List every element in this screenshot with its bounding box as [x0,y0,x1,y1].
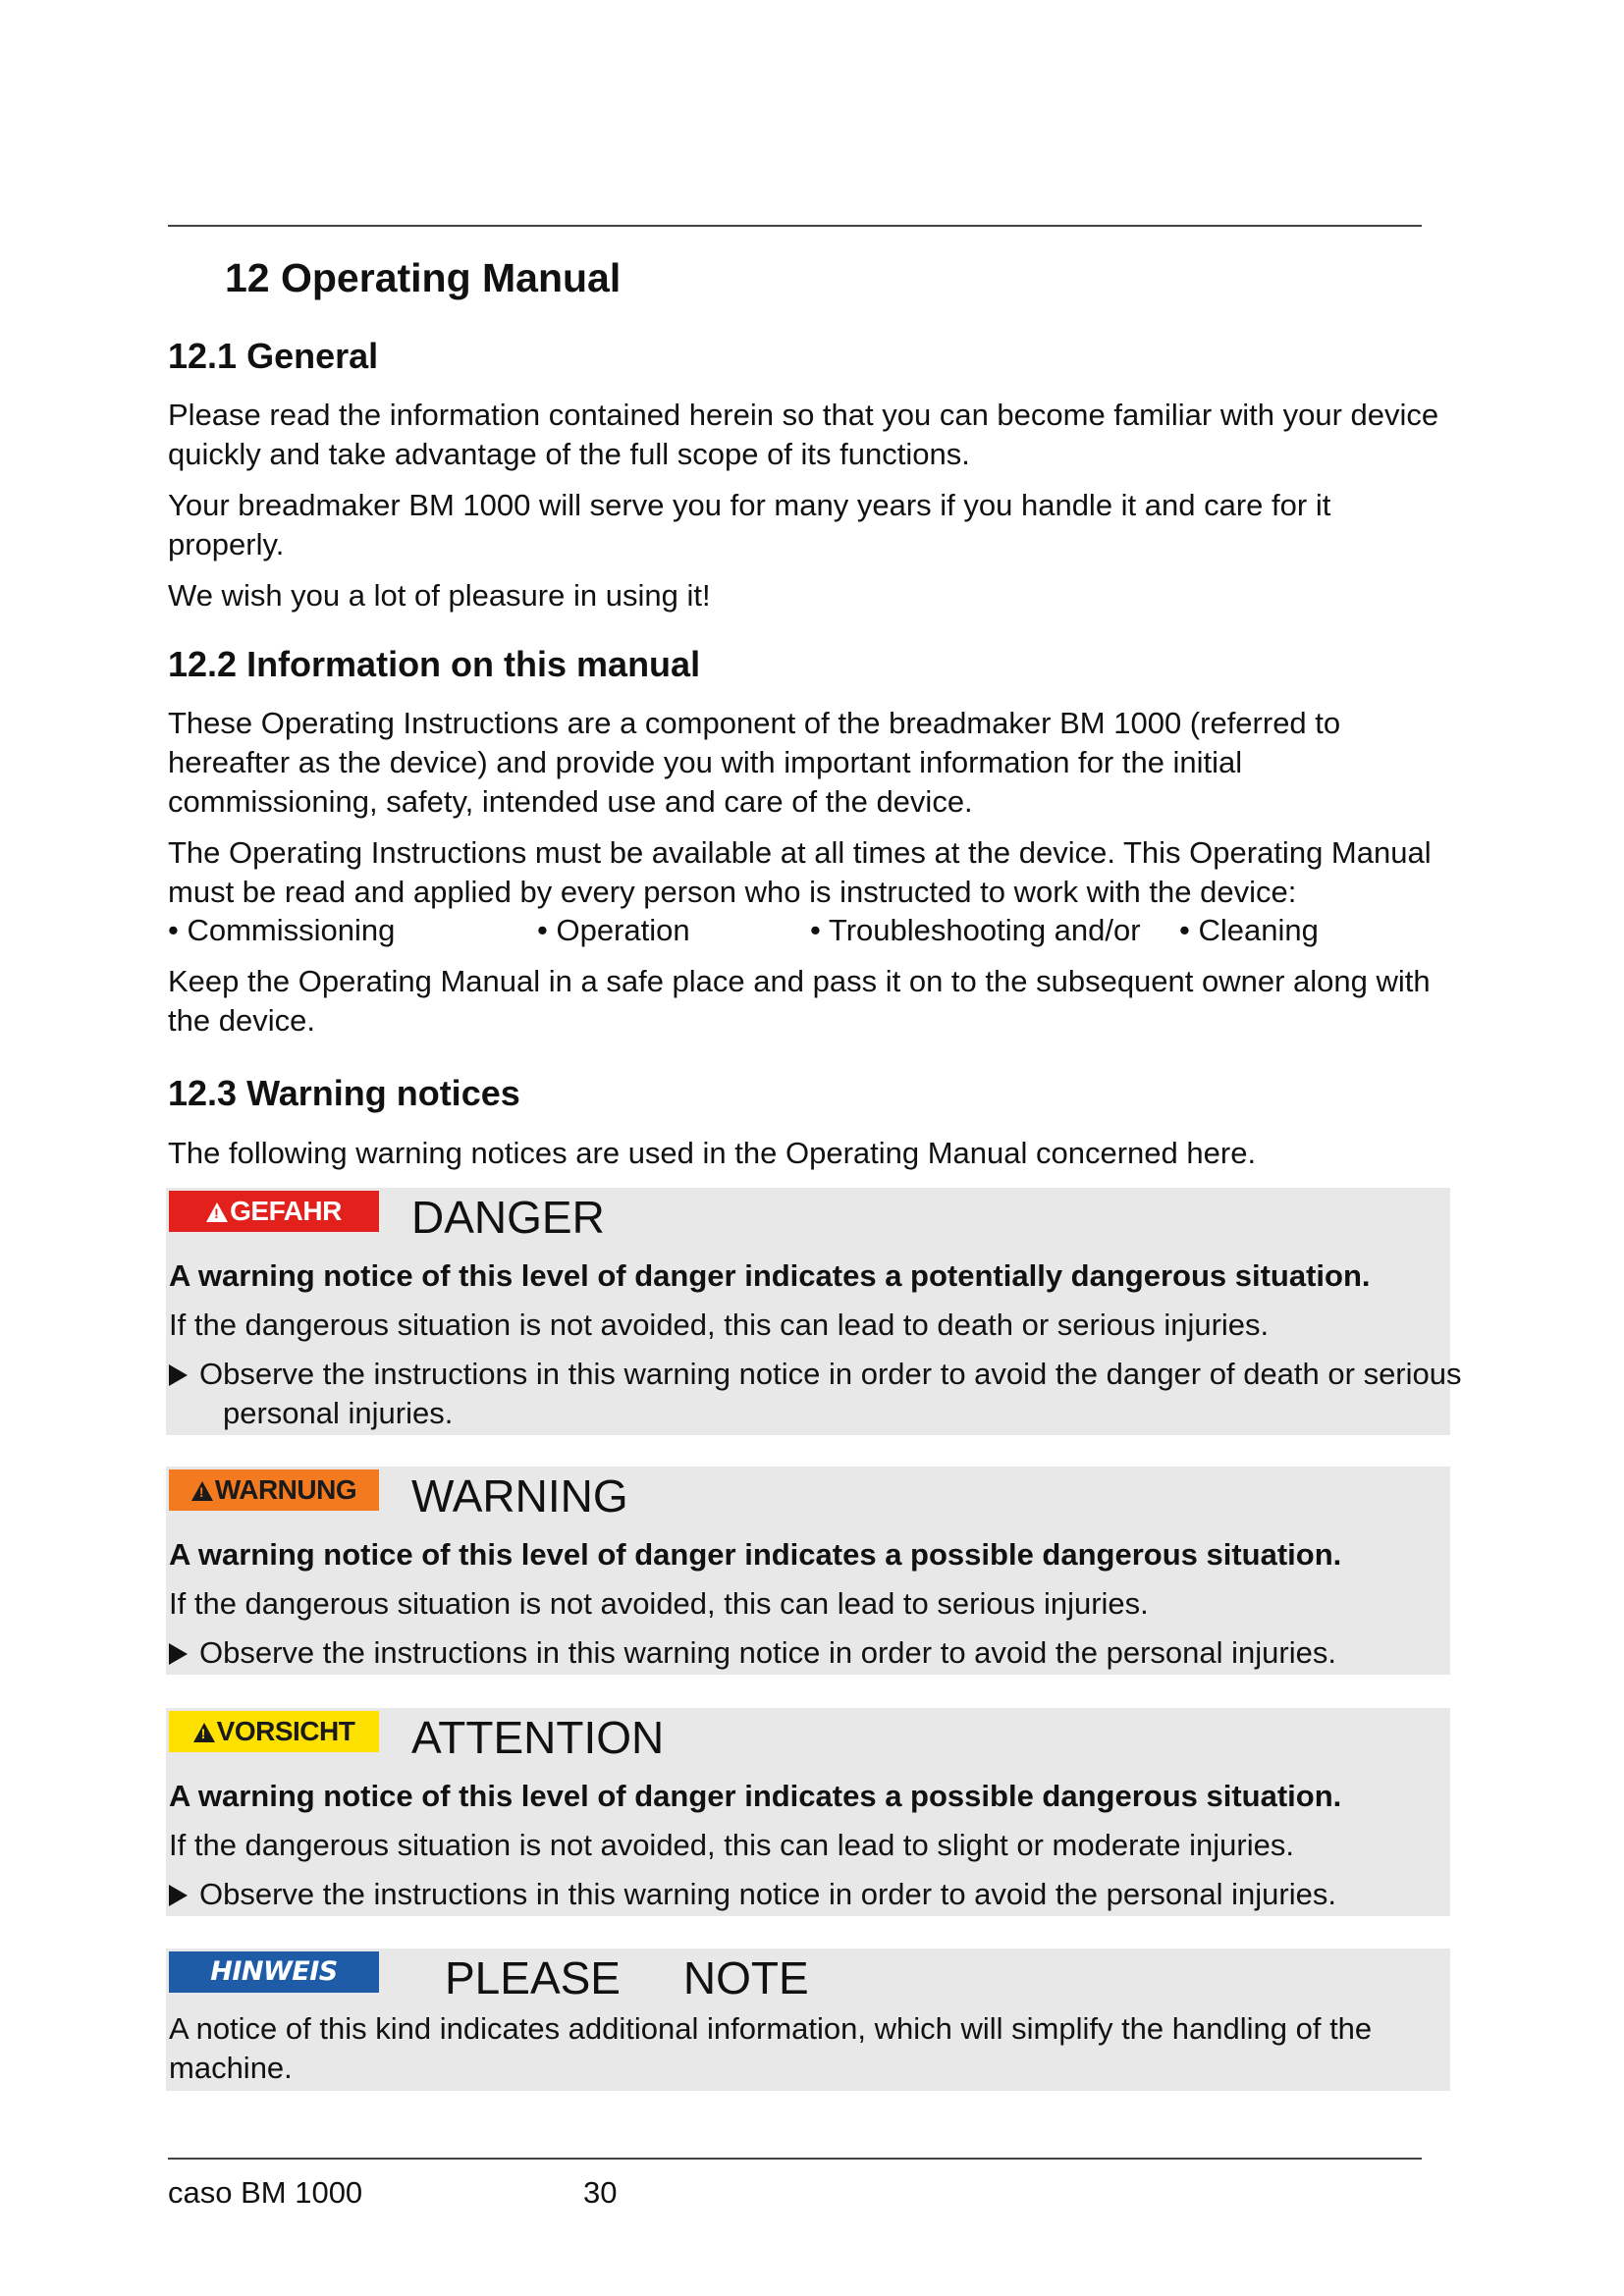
paragraph: These Operating Instructions are a component of the breadmaker BM 1000 (referred to hereafter as the device) and provide you with important information for the initial commissioning, safety, intended use and care of the device. [168,706,1341,819]
bullet-list [168,911,1444,950]
list-item: • Troubleshooting and/or [810,913,1141,947]
notice-action: Observe the instructions in this warning notice in order to avoid the personal injuries. [169,1875,1435,1914]
paragraph: The following warning notices are used in the Operating Manual concerned here. [168,1136,1257,1170]
attention-badge: !VORSICHT [169,1711,379,1752]
warning-notice-box [166,1467,1450,1675]
note-notice-box [166,1949,1450,2091]
arrow-right-icon [169,1643,188,1665]
paragraph: The Operating Instructions must be available at all times at the device. This Operating Manual must be read and applied by every person who is instructed to work with the device: [168,835,1432,909]
warning-triangle-icon [206,1202,228,1222]
paragraph: Keep the Operating Manual in a safe place and pass it on to the subsequent owner along with the device. [168,964,1431,1038]
paragraph: Your breadmaker BM 1000 will serve you for many years if you handle it and care for it properly. [168,488,1331,561]
arrow-right-icon [169,1364,188,1386]
danger-badge: !GEFAHR [169,1191,379,1232]
notice-text: If the dangerous situation is not avoided, this can lead to slight or moderate injuries. [169,1828,1294,1862]
attention-notice-box [166,1708,1450,1916]
signal-word: PLEASE NOTE [445,1952,809,2003]
notice-text: If the dangerous situation is not avoided, this can lead to death or serious injuries. [169,1308,1270,1342]
section-heading-general: 12.1 General [168,336,379,376]
note-badge: HINWEIS [169,1951,379,1993]
section-heading-information: 12.2 Information on this manual [168,644,701,684]
notice-bold-text: A warning notice of this level of danger indicates a possible dangerous situation. [169,1779,1342,1813]
warning-badge: !WARNUNG [169,1469,379,1511]
notice-text: If the dangerous situation is not avoided, this can lead to serious injuries. [169,1586,1149,1621]
signal-word: DANGER [411,1192,605,1243]
notice-action: Observe the instructions in this warning notice in order to avoid the danger of death or serious personal injuries. [169,1355,1489,1433]
page-number: 30 [583,2175,618,2210]
notice-bold-text: A warning notice of this level of danger indicates a possible dangerous situation. [169,1537,1342,1572]
signal-word: WARNING [411,1470,628,1522]
header-rule [168,225,1422,227]
danger-notice-box [166,1188,1462,1435]
warning-triangle-icon [193,1723,215,1742]
warning-triangle-icon [191,1481,213,1501]
list-item: • Commissioning [168,913,396,947]
paragraph: We wish you a lot of pleasure in using it! [168,578,711,613]
notice-text: A notice of this kind indicates additional information, which will simplify the handling of the machine. [169,2011,1373,2085]
list-item: • Operation [537,913,690,947]
notice-action: Observe the instructions in this warning notice in order to avoid the personal injuries. [169,1633,1435,1673]
footer-product: caso BM 1000 [168,2175,363,2210]
chapter-heading: 12 Operating Manual [225,255,622,300]
section-heading-warning-notices: 12.3 Warning notices [168,1073,520,1113]
list-item: • Cleaning [1179,913,1319,947]
arrow-right-icon [169,1885,188,1906]
footer-rule [168,2158,1422,2160]
paragraph: Please read the information contained herein so that you can become familiar with your device quickly and take advantage of the full scope of its functions. [168,398,1439,471]
signal-word: ATTENTION [411,1712,665,1763]
notice-bold-text: A warning notice of this level of danger indicates a potentially dangerous situation. [169,1258,1371,1293]
